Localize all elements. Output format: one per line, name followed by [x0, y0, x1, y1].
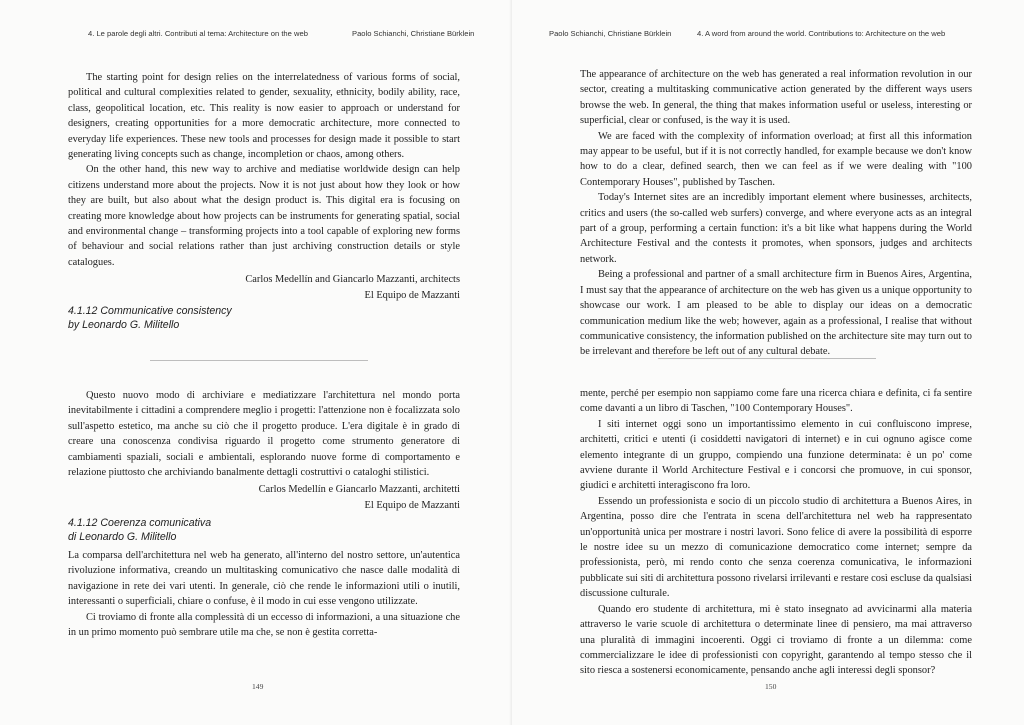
page-number: 150 — [765, 682, 777, 691]
paragraph: We are faced with the complexity of information overload; at first all this information may appear to be useful, but if it is not correctly handled, for example because we don't know how to do a clear, defined search, then we can feel as if we were dealing with "100 Contemporary Houses", published by Taschen. — [580, 130, 972, 188]
running-head-section: 4. A word from around the world. Contributions to: Architecture on the web — [697, 29, 946, 38]
section-heading-english — [68, 304, 460, 332]
paragraph: I siti internet oggi sono un importantissimo elemento in cui confluiscono imprese, architetti, critici e utenti (i cosiddetti navigatori di internet) e in cui ognuno agisce come elemento integrante di un gruppo, compiendo una funzione determinata: è un po' come avviene durante il World Architecture Festival e i concorsi che promuove, in cui sponsor, giudici e architetti interagiscono fra loro. — [580, 418, 972, 492]
paragraph: Ci troviamo di fronte alla complessità di un eccesso di informazioni, a una situazione che in un primo momento può sembrare utile ma che, se non è gestita corretta- — [68, 611, 460, 639]
signature-org: El Equipo de Mazzanti — [364, 499, 460, 511]
running-head-authors: Paolo Schianchi, Christiane Bürklein — [352, 29, 475, 38]
running-head-authors: Paolo Schianchi, Christiane Bürklein — [549, 29, 672, 38]
paragraph: The appearance of architecture on the web has generated a real information revolution in our sector, creating a multitasking communicative action generated by the different ways users browse the web. In general, the thing that makes information useful or useless, interesting or superficial, clear or confused, is the way it is used. — [580, 69, 972, 127]
paragraph: Essendo un professionista e socio di un piccolo studio di architettura a Buenos Aires, in Argentina, posso dire che l'entrata in scena dell'architettura nel web ha rappresentato un'opportunità unica per mostrare i nostri lavori. Sono felice di avere la possibilità di esporre le nostre idee su un mezzo di comunicazione democratico come internet; sempre da professionista, però, mi rendo conto che senza coerenza comunicativa, le informazioni pubblicate sui siti di architettura possono rivelarsi irrilevanti e restare così escluse da qualsiasi discussione culturale. — [580, 495, 972, 600]
paragraph: Questo nuovo modo di archiviare e mediatizzare l'architettura nel mondo porta inevitabilmente i cittadini a comprendere meglio i progetti: l'attenzione non è focalizzata solo sull'aspetto estetico, ma anche su ciò che il progetto produce. L'era digitale è in grado di creare una conoscenza condivisa riguardo il progetto come strumento generatore di cambiamenti spaziali, sociali e ambientali, esplorando nuove forme di comportamento e relazione piuttosto che archiviando banalmente dettagli costruttivi o cataloghi stilistici. — [68, 390, 460, 479]
signature-name: Carlos Medellín e Giancarlo Mazzanti, architetti — [258, 484, 460, 496]
english-text-block — [580, 67, 972, 360]
paragraph: mente, perché per esempio non sappiamo come fare una ricerca chiara e definita, ci fa sentire come davanti a un libro di Taschen, "100 Contemporary Houses". — [580, 388, 972, 415]
signature-name: Carlos Medellín and Giancarlo Mazzanti, architects — [245, 274, 460, 286]
paragraph: Today's Internet sites are an incredibly important element where businesses, architects, critics and users (the so-called web surfers) converge, and where everyone acts as an integral part of a group, performing a certain function: it's a bit like what happens during the World Architecture Festival and the contests it promotes, when sponsors, judges and architects network. — [580, 192, 972, 265]
section-heading-italian — [68, 516, 460, 544]
italian-text-block — [68, 388, 460, 513]
running-head-section: 4. Le parole degli altri. Contributi al tema: Architecture on the web — [88, 29, 308, 38]
signature — [68, 272, 460, 303]
divider-rule — [658, 358, 876, 359]
italian-text-block — [580, 386, 972, 679]
signature-org: El Equipo de Mazzanti — [364, 289, 460, 301]
divider-rule — [150, 360, 368, 361]
english-text-block — [68, 70, 460, 303]
section-title: 4.1.12 Coerenza comunicativa — [68, 517, 212, 529]
right-page — [512, 0, 1024, 725]
page-number: 149 — [252, 682, 264, 691]
paragraph: La comparsa dell'architettura nel web ha generato, all'interno del nostro settore, un'autentica rivoluzione informativa, creando un multitasking comunicativo che nasce dalle modalità di navigazione in rete dei vari utenti. In generale, ciò che rende le informazioni utili o inutili, interessanti o superficiali, chiare o confuse, è il modo in cui esse vengono utilizzate. — [68, 550, 460, 608]
paragraph: The starting point for design relies on the interrelatedness of various forms of social, political and cultural complexities related to gender, sexuality, ethnicity, bodily ability, race, class, geopolitical location, etc. This reality is now easier to approach or understand for designers, creating opportunities for a more democratic architecture, more connected to everyday life experiences. These new tools and processes for design made it possible to start generating living concepts such as change, incompletion or chaos, among others. — [68, 72, 460, 161]
section-title: 4.1.12 Communicative consistency — [68, 305, 232, 317]
section-author: by Leonardo G. Militello — [68, 319, 180, 331]
paragraph: Quando ero studente di architettura, mi è stato insegnato ad avvicinarmi alla materia attraverso le varie scuole di architettura o determinate linee di pensiero, ma mai attraverso una pluralità di immagini incoerenti. Oggi ci troviamo di fronte a un dilemma: come commercializzare le idee di professionisti con copyright, garantendo al tempo stesso che il sito riesca a sostenersi economicamente, pensando anche agli interessi degli sponsor? — [580, 603, 972, 677]
paragraph: Being a professional and partner of a small architecture firm in Buenos Aires, Argentina, I must say that the appearance of architecture on the web has given us a unique opportunity to showcase our work. I am pleased to be able to display our ideas on a democratic communication medium like the web; however, again as a professional, I realise that without communicative consistency, the information published on the architecture site may turn out to be irrelevant and therefore be left out of any cultural debate. — [580, 269, 972, 358]
signature — [68, 482, 460, 513]
section-author: di Leonardo G. Militello — [68, 531, 177, 543]
paragraph: On the other hand, this new way to archive and mediatise worldwide design can help citizens understand more about the projects. Now it is not just about how they look or how they are built, but also about what the design product is. This digital era is focusing on creating more knowledge about how projects can be instruments for generating spatial, social and environmental change – transforming projects into a tool capable of exploring new forms of behaviour and social relations rather than just archiving construction details or style catalogues. — [68, 164, 460, 268]
italian-body-block — [68, 548, 460, 640]
